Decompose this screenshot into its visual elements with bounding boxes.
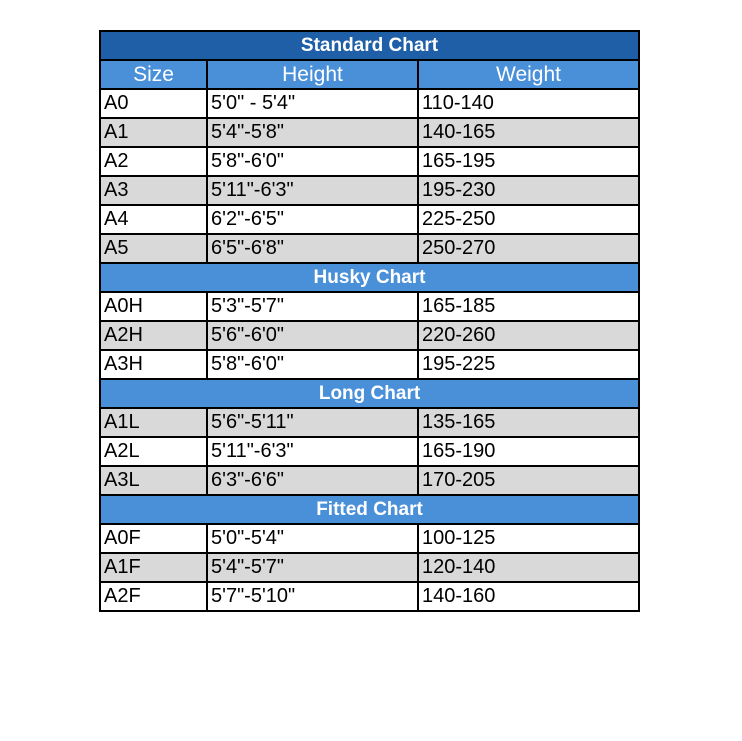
height-cell: 6'2"-6'5" (207, 205, 418, 234)
table-row (100, 292, 639, 321)
size-cell: A3H (100, 350, 207, 379)
column-header-height: Height (207, 60, 418, 89)
weight-cell: 225-250 (418, 205, 639, 234)
weight-cell: 120-140 (418, 553, 639, 582)
height-cell: 5'3"-5'7" (207, 292, 418, 321)
table-row (100, 89, 639, 118)
height-cell: 5'4"-5'8" (207, 118, 418, 147)
table-row (100, 466, 639, 495)
height-cell: 5'11"-6'3" (207, 176, 418, 205)
weight-cell: 140-165 (418, 118, 639, 147)
height-cell: 6'5"-6'8" (207, 234, 418, 263)
weight-cell: 220-260 (418, 321, 639, 350)
column-header-size: Size (100, 60, 207, 89)
table-row (100, 176, 639, 205)
size-cell: A2H (100, 321, 207, 350)
column-header-weight: Weight (418, 60, 639, 89)
height-cell: 5'11"-6'3" (207, 437, 418, 466)
table-row (100, 205, 639, 234)
height-cell: 5'0" - 5'4" (207, 89, 418, 118)
size-cell: A0 (100, 89, 207, 118)
table-row (100, 147, 639, 176)
height-cell: 5'8"-6'0" (207, 350, 418, 379)
size-cell: A5 (100, 234, 207, 263)
size-cell: A0H (100, 292, 207, 321)
size-chart-body (100, 31, 639, 611)
table-row (100, 553, 639, 582)
section-title-row (100, 379, 639, 408)
table-row (100, 234, 639, 263)
section-title: Husky Chart (100, 263, 639, 292)
weight-cell: 140-160 (418, 582, 639, 611)
size-cell: A2L (100, 437, 207, 466)
section-title-row (100, 495, 639, 524)
height-cell: 5'4"-5'7" (207, 553, 418, 582)
height-cell: 5'6"-6'0" (207, 321, 418, 350)
weight-cell: 165-190 (418, 437, 639, 466)
size-cell: A3L (100, 466, 207, 495)
size-cell: A1 (100, 118, 207, 147)
section-title: Long Chart (100, 379, 639, 408)
size-chart-table (99, 30, 640, 612)
weight-cell: 195-225 (418, 350, 639, 379)
size-cell: A1F (100, 553, 207, 582)
weight-cell: 110-140 (418, 89, 639, 118)
height-cell: 5'8"-6'0" (207, 147, 418, 176)
weight-cell: 135-165 (418, 408, 639, 437)
table-row (100, 408, 639, 437)
table-row (100, 437, 639, 466)
weight-cell: 165-185 (418, 292, 639, 321)
table-row (100, 582, 639, 611)
weight-cell: 100-125 (418, 524, 639, 553)
section-title: Fitted Chart (100, 495, 639, 524)
weight-cell: 165-195 (418, 147, 639, 176)
size-cell: A3 (100, 176, 207, 205)
size-cell: A2 (100, 147, 207, 176)
height-cell: 6'3"-6'6" (207, 466, 418, 495)
height-cell: 5'7"-5'10" (207, 582, 418, 611)
table-row (100, 321, 639, 350)
section-title-row (100, 31, 639, 60)
table-row (100, 350, 639, 379)
weight-cell: 250-270 (418, 234, 639, 263)
size-cell: A4 (100, 205, 207, 234)
size-cell: A2F (100, 582, 207, 611)
table-row (100, 118, 639, 147)
height-cell: 5'0"-5'4" (207, 524, 418, 553)
height-cell: 5'6"-5'11" (207, 408, 418, 437)
size-cell: A0F (100, 524, 207, 553)
weight-cell: 170-205 (418, 466, 639, 495)
section-title: Standard Chart (100, 31, 639, 60)
size-cell: A1L (100, 408, 207, 437)
table-row (100, 524, 639, 553)
column-header-row (100, 60, 639, 89)
section-title-row (100, 263, 639, 292)
weight-cell: 195-230 (418, 176, 639, 205)
